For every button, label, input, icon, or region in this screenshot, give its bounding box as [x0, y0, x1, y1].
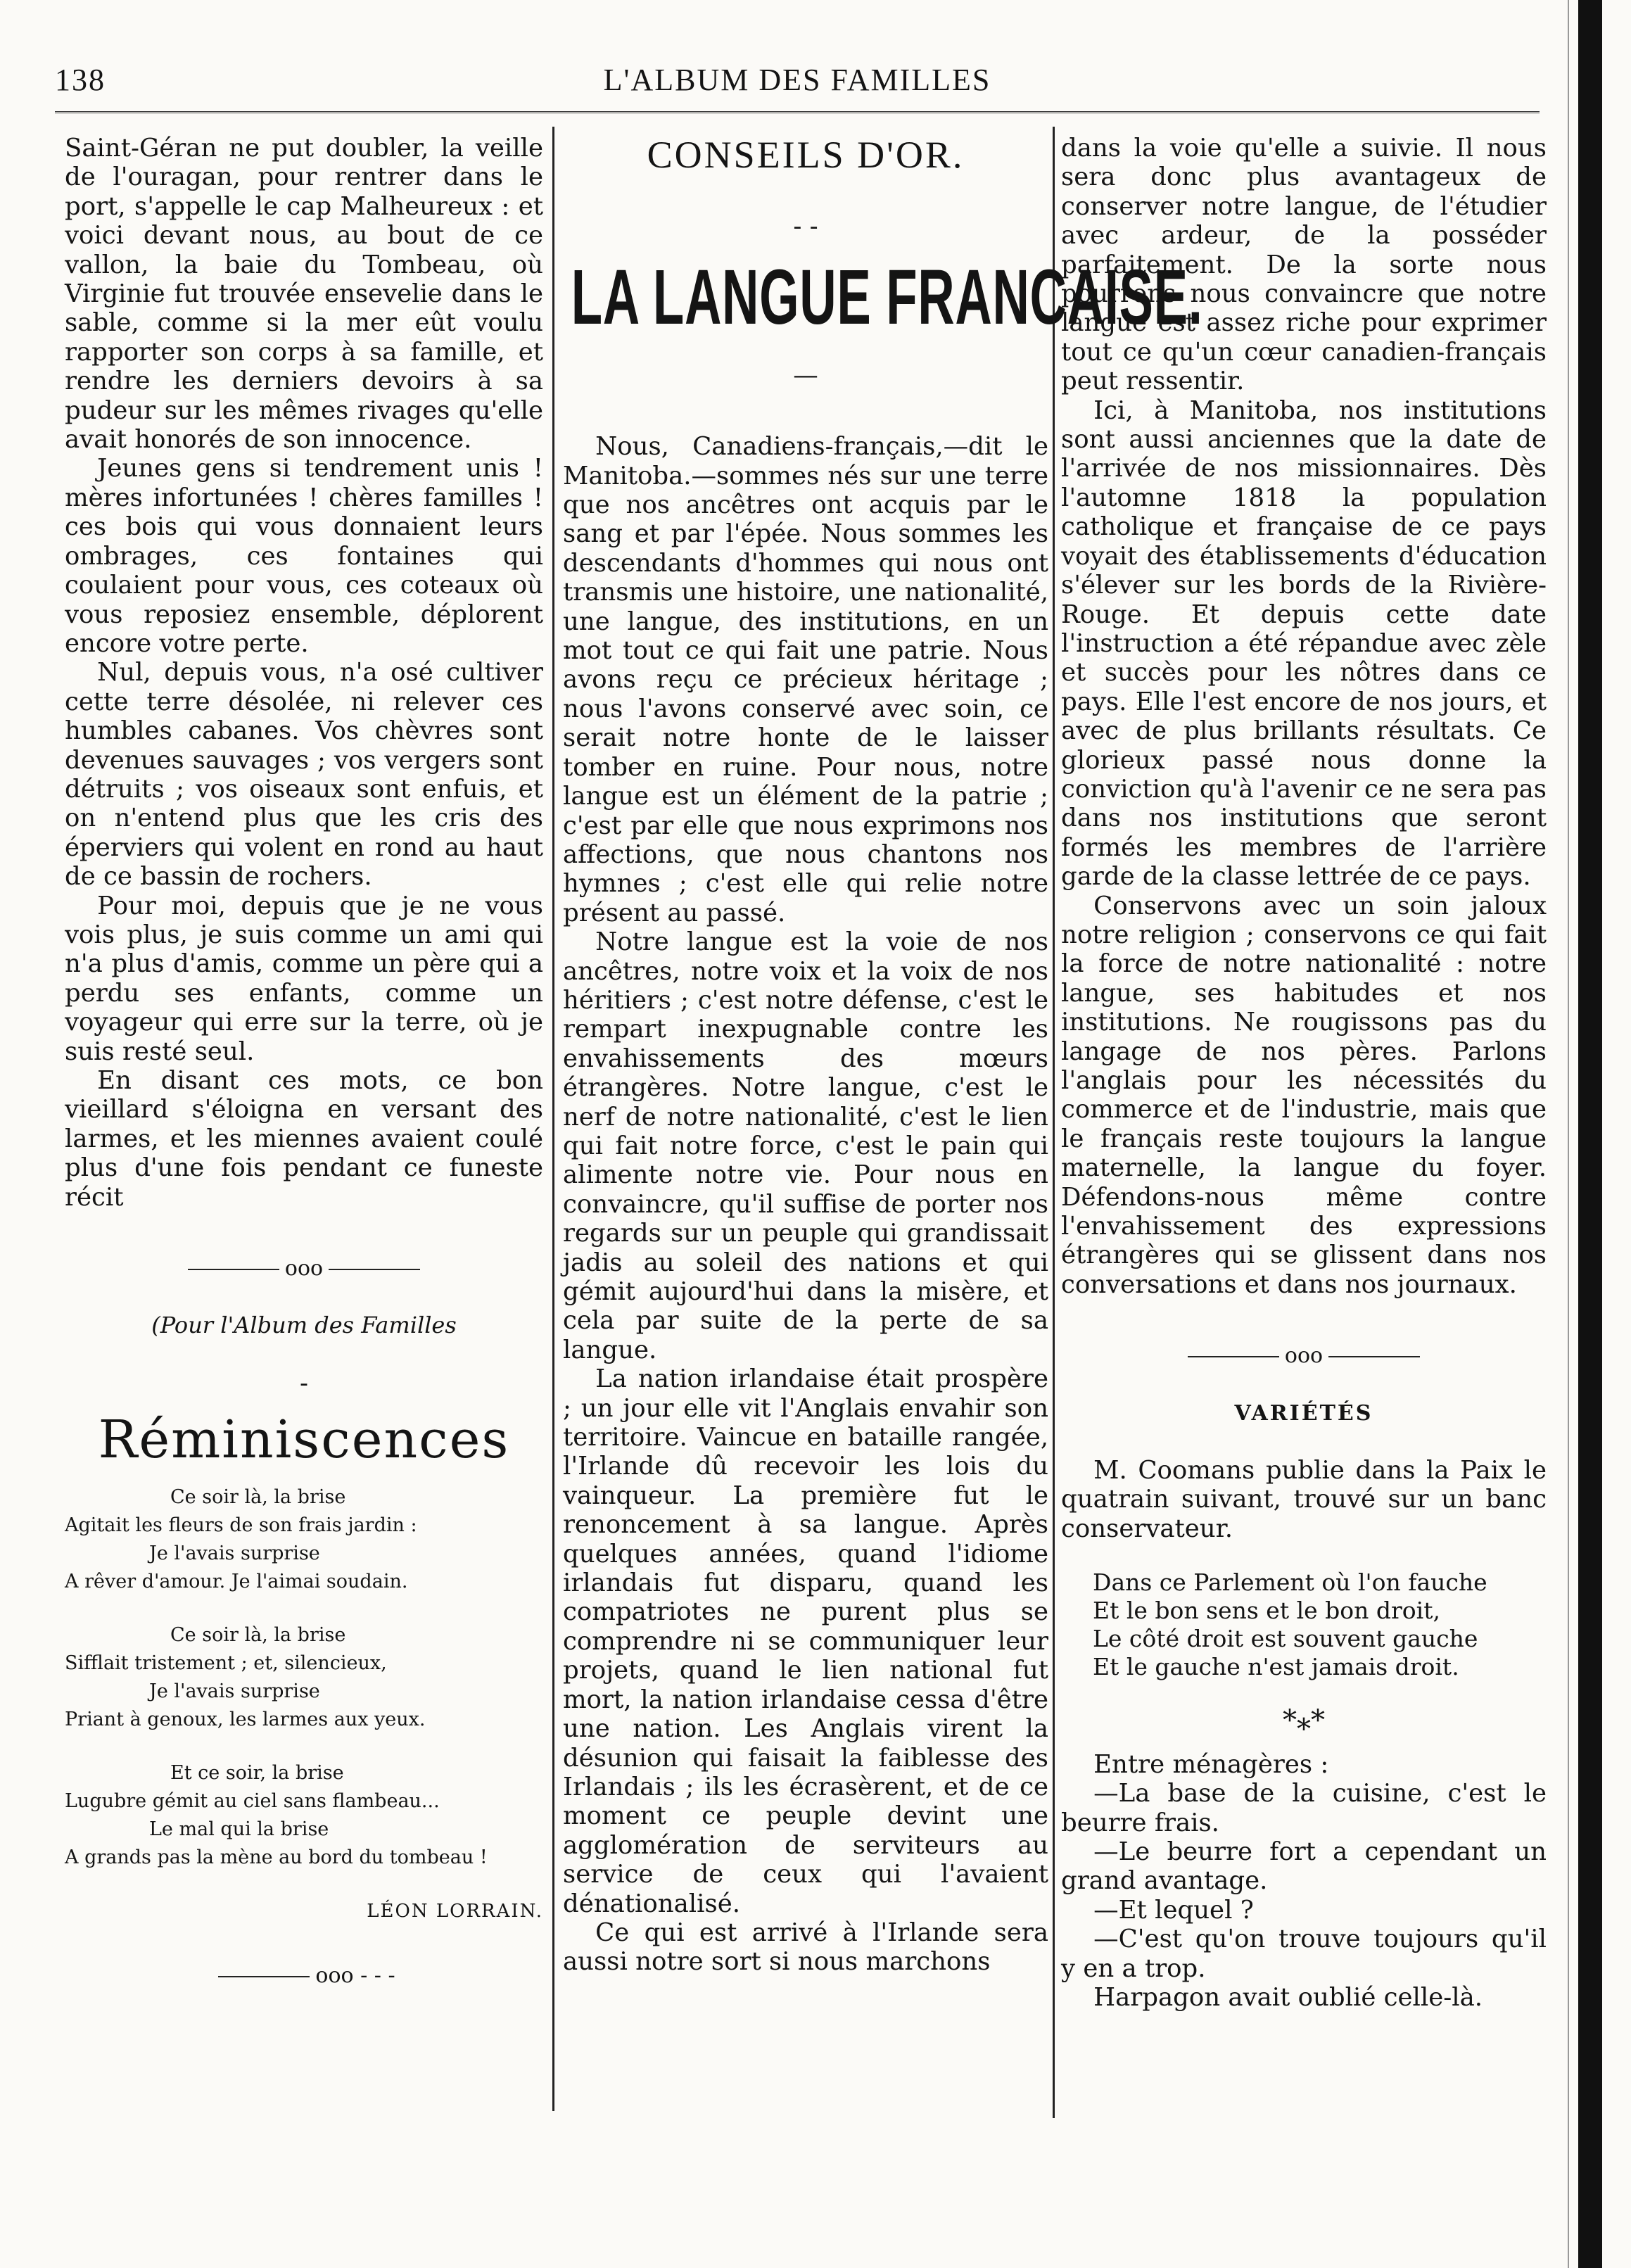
separator-ornament: ooo — [1061, 1341, 1547, 1370]
article-paragraph: Nul, depuis vous, n'a osé cultiver cette terre désolée, ni relever ces humbles cabanes. Vos chèvres sont devenues sauvages ; vos vergers sont détruits ; vos oiseaux sont enfuis, et on n'entend plus que les cris des éperviers qui volent en rond au haut de ce bassin de rochers. — [65, 658, 543, 892]
poem-author: LÉON LORRAIN. — [367, 1900, 543, 1922]
header-rule — [55, 111, 1540, 113]
poem-line: Agitait les fleurs de son frais jardin : — [65, 1514, 417, 1536]
poem-stanza — [65, 1759, 543, 1872]
dialogue-line: Harpagon avait oublié celle-là. — [1093, 1982, 1483, 2012]
poem-line: Ce soir là, la brise — [170, 1623, 346, 1646]
article-paragraph: Nous, Canadiens-français,—dit le Manitoba.—sommes nés sur une terre que nos ancêtres ont acquis par le sang et par l'épée. Nous sommes les descendants d'hommes qui nous ont transmis une histoire, une nationalité, une langue, des institutions, en un mot tout ce qui fait une patrie. Nous avons reçu ce précieux héritage ; nous l'avons conservé avec soin, ce serait notre honte de le laisser tomber en ruine. Pour nous, notre langue est un élément de la patrie ; c'est par elle que nous exprimons nos affections, que nous chantons nos hymnes ; c'est elle qui relie notre présent au passé. — [563, 432, 1048, 927]
dialogue-line: —Le beurre fort a cependant un grand avantage. — [1061, 1837, 1547, 1896]
poem-line: Et ce soir, la brise — [170, 1761, 344, 1784]
dialogue-line: —La base de la cuisine, c'est le beurre frais. — [1061, 1779, 1547, 1837]
page-number: 138 — [55, 63, 106, 97]
poem-line: A rêver d'amour. Je l'aimai soudain. — [65, 1570, 408, 1592]
dialogue-line: —C'est qu'on trouve toujours qu'il y en a trop. — [1061, 1925, 1547, 1983]
poem — [65, 1483, 543, 1872]
poem-line: Sifflait tristement ; et, silencieux, — [65, 1652, 387, 1674]
running-title: L'ALBUM DES FAMILLES — [603, 63, 991, 97]
quatrain-line: Et le gauche n'est jamais droit. — [1093, 1653, 1459, 1681]
dash-divider: - — [300, 1368, 308, 1398]
poem-line: Je l'avais surprise — [149, 1680, 320, 1702]
article-paragraph: Notre langue est la voie de nos ancêtres, notre voix et la voix de nos héritiers ; c'est notre défense, c'est le rempart inexpugnable contre les envahissements des mœurs étrangères. Notre langue, c'est le nerf de notre nationalité, c'est le lien qui fait notre force, c'est le pain qui alimente notre vie. Pour nous en convaincre, qu'il suffise de porter nos regards sur un peuple qui grandissait jadis au soleil des nations et qui gémit aujourd'hui dans la misère, et cela par suite de la perte de sa langue. — [563, 927, 1048, 1364]
quatrain-line: Et le bon sens et le bon droit, — [1093, 1597, 1440, 1625]
poem-line: Priant à genoux, les larmes aux yeux. — [65, 1708, 426, 1730]
poem-line: Lugubre gémit au ciel sans flambeau... — [65, 1789, 440, 1812]
column-1 — [65, 134, 543, 2018]
article-paragraph: La nation irlandaise était prospère ; un jour elle vit l'Anglais envahir son territoire. Vaincue en bataille rangée, l'Irlande dû recevoir les lois du vainqueur. La première fut le renoncement à sa langue. Après quelques années, quand l'idiome irlandais fut disparu, quand les compatriotes ne purent plus se comprendre ni se communiquer leur projets, quand le lien national fut mort, la nation irlandaise cessa d'être une nation. Les Anglais virent la désunion qui faisait la faiblesse des Irlandais ; ils les écrasèrent, et de ce moment ce peuple devint une agglomération de serviteurs au service de ceux qui l'avaient dénationalisé. — [563, 1364, 1048, 1918]
article-headline: LA LANGUE FRANCAISE. — [571, 253, 1203, 341]
dialogue-line: —Et lequel ? — [1093, 1895, 1254, 1925]
section-title: CONSEILS D'OR. — [647, 134, 965, 176]
poem-line: A grands pas la mène au bord du tombeau ! — [65, 1846, 488, 1868]
article-paragraph: Ce qui est arrivé à l'Irlande sera aussi notre sort si nous marchons — [563, 1918, 1048, 1977]
dialogue-line: Entre ménagères : — [1093, 1749, 1329, 1779]
pour-album-note: (Pour l'Album des Familles — [151, 1312, 457, 1339]
quatrain-line: Le côté droit est souvent gauche — [1093, 1625, 1478, 1653]
article-paragraph: Saint-Géran ne put doubler, la veille de l'ouragan, pour rentrer dans le port, s'appelle le cap Malheureux : et voici devant nous, au bout de ce vallon, la baie du Tombeau, où Virginie fut trouvée ensevelie dans le sable, comme si la mer eût voulu rapporter son corps à sa famille, et rendre les derniers devoirs à sa pudeur sur les mêmes rivages qu'elle avait honorés de son innocence. — [65, 134, 543, 455]
poem-line: Je l'avais surprise — [149, 1542, 320, 1564]
quatrain-line: Dans ce Parlement où l'on fauche — [1093, 1569, 1487, 1597]
varietes-title: VARIÉTÉS — [1234, 1400, 1373, 1426]
page-crease — [1568, 0, 1569, 2268]
page-header — [55, 62, 1540, 104]
poem-stanza — [65, 1483, 543, 1596]
poem-title: Réminiscences — [98, 1409, 510, 1471]
article-paragraph: Conservons avec un soin jaloux notre religion ; conservons ce qui fait la force de notre nationalité : notre langue, ses habitudes et nos institutions. Ne rougissons pas du langage de nos pères. Parlons l'anglais pour les nécessités du commerce et de l'industrie, mais que le français reste toujours la langue maternelle, la langue du foyer. Défendons-nous même contre l'envahissement des expressions étrangères qui se glissent dans nos conversations et dans nos journaux. — [1061, 891, 1547, 1299]
asterism: *⁎* — [1283, 1704, 1325, 1737]
end-separator: ooo - - - — [65, 1961, 543, 1990]
poem-stanza — [65, 1621, 543, 1734]
column-divider-2 — [1053, 127, 1055, 2118]
poem-line: Le mal qui la brise — [149, 1818, 329, 1840]
varietes-intro: M. Coomans publie dans la Paix le quatrain suivant, trouvé sur un banc conservateur. — [1061, 1456, 1547, 1543]
column-3 — [1061, 134, 1547, 2012]
article-paragraph: Ici, à Manitoba, nos institutions sont aussi anciennes que la date de l'arrivée de nos missionnaires. Dès l'automne 1818 la population catholique et française de ce pays voyait des établissements d'éducation s'élever sur les bords de la Rivière-Rouge. Et depuis cette date l'instruction a été répandue avec zèle et succès pour les nôtres dans ce pays. Elle l'est encore de nos jours, et avec de plus brillants résultats. Ce glorieux passé nous donne la conviction qu'à l'avenir ce ne sera pas dans nos institutions que seront formés les membres de l'arrière garde de la classe lettrée de ce pays. — [1061, 395, 1547, 892]
article-paragraph: Pour moi, depuis que je ne vous vois plus, je suis comme un ami qui n'a plus d'amis, comme un père qui a perdu ses enfants, comme un voyageur qui erre sur la terre, où je suis resté seul. — [65, 891, 543, 1066]
dash-divider: — — [793, 360, 818, 390]
column-divider-1 — [552, 127, 554, 2111]
page-edge-shadow — [1578, 0, 1602, 2268]
poem-line: Ce soir là, la brise — [170, 1485, 346, 1508]
dash-divider: - - — [793, 212, 818, 241]
separator-ornament: ooo — [65, 1254, 543, 1283]
quatrain — [1061, 1569, 1547, 1681]
article-paragraph: dans la voie qu'elle a suivie. Il nous sera donc plus avantageux de conserver notre langue, de l'étudier avec ardeur, de la posséder parfaitement. De la sorte nous pourrons nous convaincre que notre langue est assez riche pour exprimer tout ce qu'un cœur canadien-français peut ressentir. — [1061, 134, 1547, 396]
article-paragraph: Jeunes gens si tendrement unis ! mères infortunées ! chères familles ! ces bois qui vous donnaient leurs ombrages, ces fontaines qui coulaient pour vous, ces coteaux où vous reposiez ensemble, déplorent encore votre perte. — [65, 454, 543, 658]
article-paragraph: En disant ces mots, ce bon vieillard s'éloigna en versant des larmes, et les miennes avaient coulé plus d'une fois pendant ce funeste récit — [65, 1066, 543, 1212]
